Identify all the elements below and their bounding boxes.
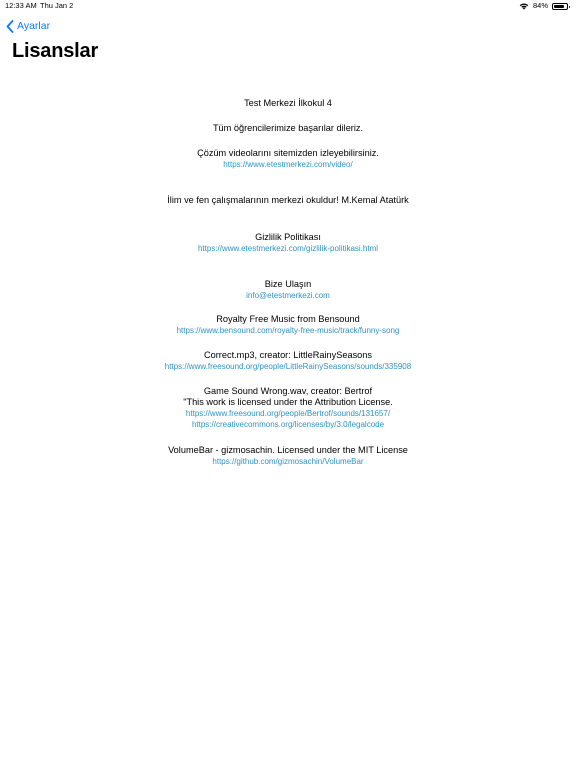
status-right: [519, 0, 568, 12]
quote-text: İlim ve fen çalışmalarının merkezi okuldur! M.Kemal Atatürk: [167, 195, 409, 205]
status-date: Thu Jan 2: [40, 1, 74, 10]
wrong-sound-license: "This work is licensed under the Attribution License.: [183, 397, 393, 407]
videos-block: [0, 148, 576, 170]
status-bar: [0, 0, 576, 12]
volumebar-title: VolumeBar - gizmosachin. Licensed under the MIT License: [168, 445, 408, 455]
music-title: Royalty Free Music from Bensound: [216, 314, 360, 324]
contact-block: [0, 279, 576, 301]
chevron-left-icon: [6, 20, 14, 33]
videos-link[interactable]: https://www.etestmerkezi.com/video/: [223, 160, 353, 169]
contact-title: Bize Ulaşın: [264, 279, 312, 289]
battery-icon: [552, 3, 568, 10]
volumebar-link[interactable]: https://github.com/gizmosachin/VolumeBar: [212, 457, 364, 466]
status-time: 12:33 AM: [5, 1, 37, 10]
wish-block: [0, 123, 576, 134]
school-name: Test Merkezi İlkokul 4: [244, 98, 332, 108]
quote-block: [0, 195, 576, 206]
school-block: [0, 98, 576, 109]
volumebar-block: [0, 445, 576, 467]
music-link[interactable]: https://www.bensound.com/royalty-free-music/track/funny-song: [176, 326, 400, 335]
videos-text: Çözüm videolarını sitemizden izleyebilirsiniz.: [197, 148, 379, 158]
wifi-icon: [519, 2, 529, 10]
wrong-sound-block: [0, 386, 576, 430]
back-label: Ayarlar: [17, 20, 51, 32]
wrong-sound-title: Game Sound Wrong.wav, creator: Bertrof: [203, 386, 373, 396]
page-title: Lisanslar: [12, 40, 99, 62]
correct-sound-block: [0, 350, 576, 372]
battery-level: [554, 5, 564, 8]
wrong-sound-link-2[interactable]: https://creativecommons.org/licenses/by/3.0/legalcode: [191, 420, 385, 429]
privacy-title: Gizlilik Politikası: [255, 232, 321, 242]
contact-email[interactable]: info@etestmerkezi.com: [246, 291, 330, 300]
wrong-sound-link-1[interactable]: https://www.freesound.org/people/Bertrof/sounds/131657/: [185, 409, 391, 418]
correct-sound-title: Correct.mp3, creator: LittleRainySeasons: [204, 350, 372, 360]
back-button[interactable]: [6, 17, 50, 35]
correct-sound-link[interactable]: https://www.freesound.org/people/LittleRainySeasons/sounds/335908: [164, 362, 412, 371]
privacy-block: [0, 232, 576, 254]
battery-percent: 84%: [532, 1, 548, 10]
privacy-link[interactable]: https://www.etestmerkezi.com/gizlilik-politikasi.html: [197, 244, 379, 253]
wish-text: Tüm öğrencilerimize başarılar dileriz.: [212, 123, 364, 133]
music-block: [0, 314, 576, 336]
